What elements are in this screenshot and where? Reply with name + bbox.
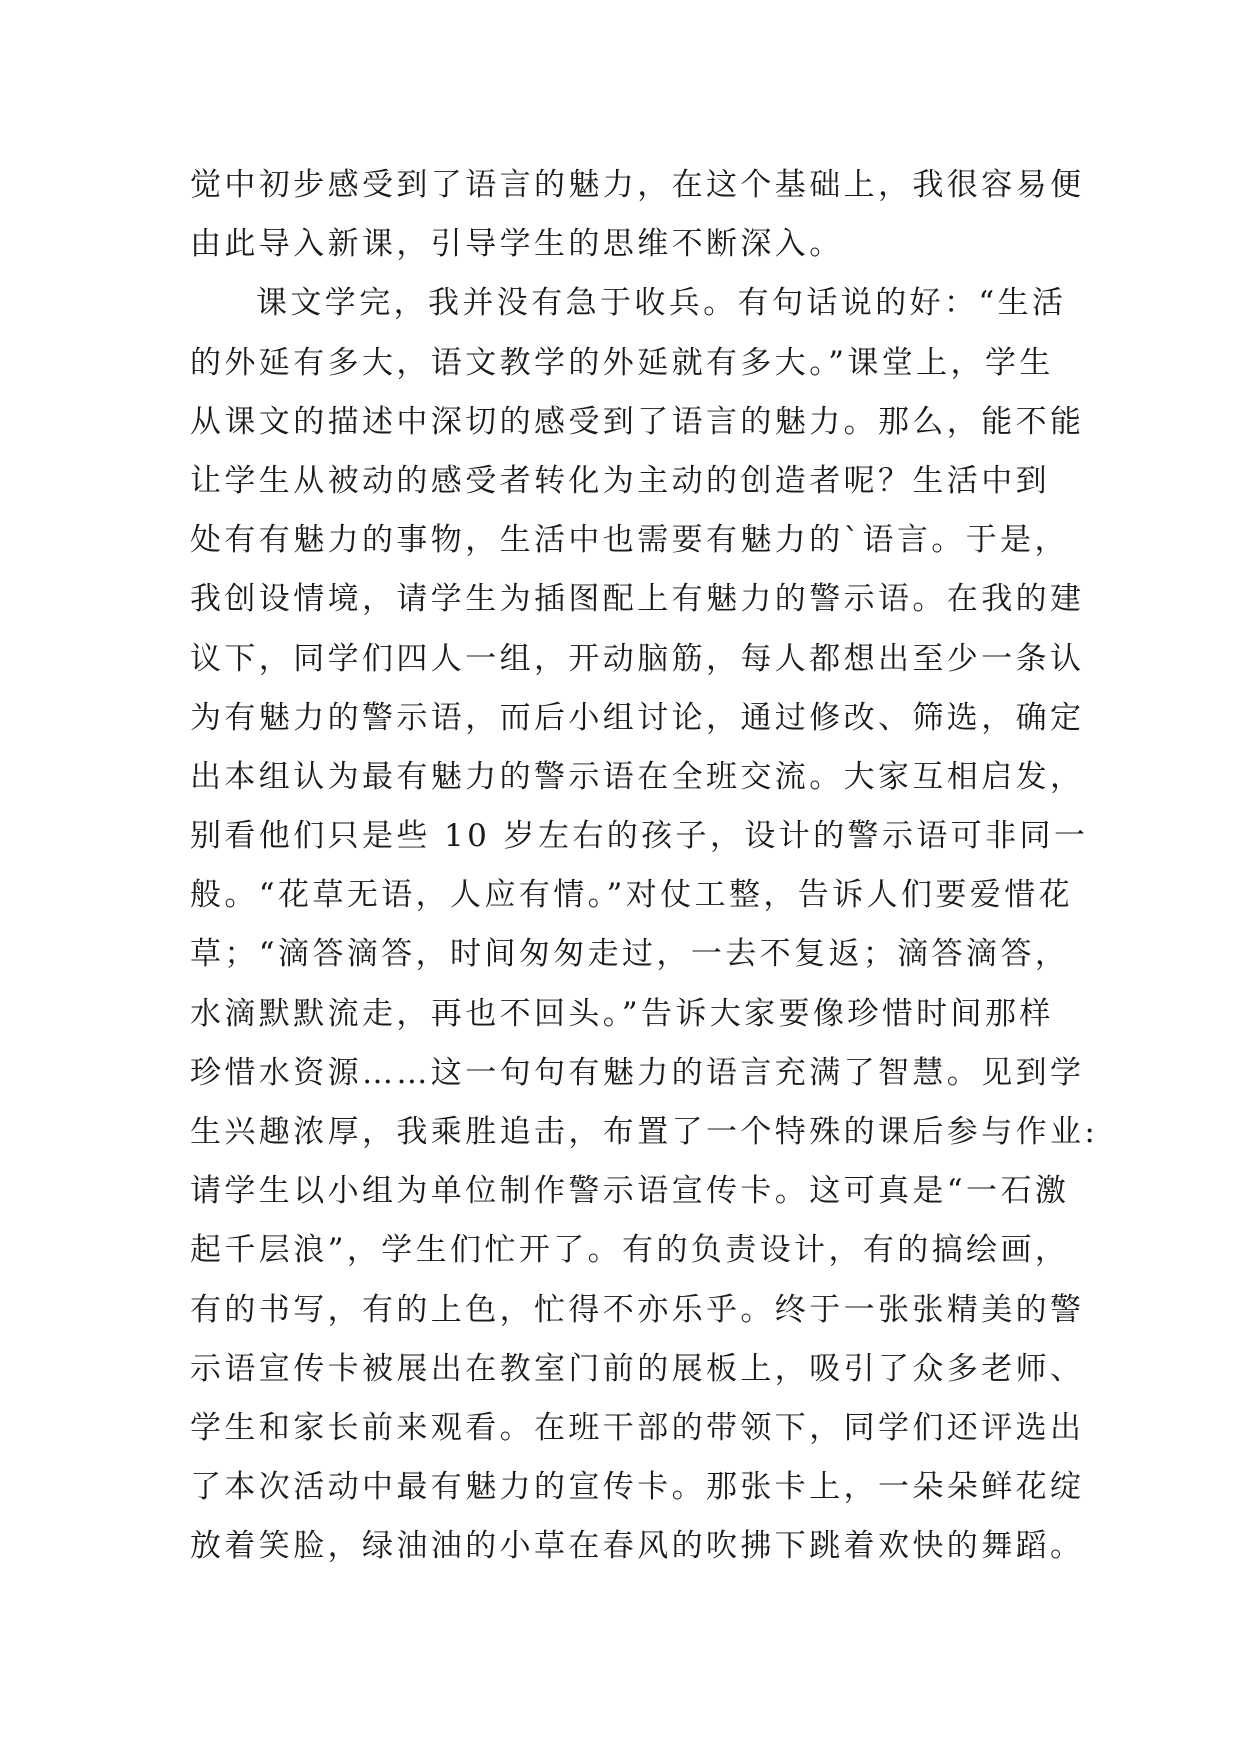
text-line: 了本次活动中最有魅力的宣传卡。那张卡上，一朵朵鲜花绽 (190, 1469, 1085, 1506)
text-line: 的外延有多大，语文教学的外延就有多大。”课堂上，学生 (190, 344, 1054, 381)
text-line: 议下，同学们四人一组，开动脑筋，每人都想出至少一条认 (190, 640, 1085, 677)
text-line: 放着笑脸，绿油油的小草在春风的吹拂下跳着欢快的舞蹈。 (190, 1528, 1085, 1565)
text-line: 学生和家长前来观看。在班干部的带领下，同学们还评选出 (190, 1409, 1085, 1446)
text-line: 起千层浪”，学生们忙开了。有的负责设计，有的搞绘画， (190, 1232, 1070, 1269)
text-line: 为有魅力的警示语，而后小组讨论，通过修改、筛选，确定 (190, 699, 1085, 736)
text-line: 水滴默默流走，再也不回头。”告诉大家要像珍惜时间那样 (190, 995, 1054, 1032)
text-line: 出本组认为最有魅力的警示语在全班交流。大家互相启发， (190, 758, 1085, 795)
text-line: 般。“花草无语，人应有情。”对仗工整，告诉人们要爱惜花 (190, 877, 1073, 914)
body-text (190, 156, 1099, 1577)
text-line: 觉中初步感受到了语言的魅力，在这个基础上，我很容易便 (190, 167, 1085, 203)
text-line: 示语宣传卡被展出在教室门前的展板上，吸引了众多老师、 (190, 1350, 1085, 1387)
text-line: 课文学完，我并没有急于收兵。有句话说的好：“生活 (256, 285, 1067, 322)
text-line: 别看他们只是些 10 岁左右的孩子，设计的警示语可非同一 (190, 818, 1089, 855)
text-line: 草；“滴答滴答，时间匆匆走过，一去不复返；滴答滴答， (190, 936, 1070, 973)
text-line: 珍惜水资源……这一句句有魅力的语言充满了智慧。见到学 (190, 1054, 1085, 1091)
text-line: 让学生从被动的感受者转化为主动的创造者呢？生活中到 (190, 462, 1050, 499)
text-line: 有的书写，有的上色，忙得不亦乐乎。终于一张张精美的警 (190, 1291, 1085, 1328)
text-line: 由此导入新课，引导学生的思维不断深入。 (190, 226, 844, 263)
text-line: 请学生以小组为单位制作警示语宣传卡。这可真是“一石激 (190, 1173, 1070, 1210)
text-line: 处有有魅力的事物，生活中也需要有魅力的`语言。于是， (190, 522, 1069, 559)
text-line: 从课文的描述中深切的感受到了语言的魅力。那么，能不能 (190, 403, 1085, 440)
text-line: 我创设情境，请学生为插图配上有魅力的警示语。在我的建 (190, 581, 1085, 618)
text-line: 生兴趣浓厚，我乘胜追击，布置了一个特殊的课后参与作业: (190, 1114, 1099, 1150)
